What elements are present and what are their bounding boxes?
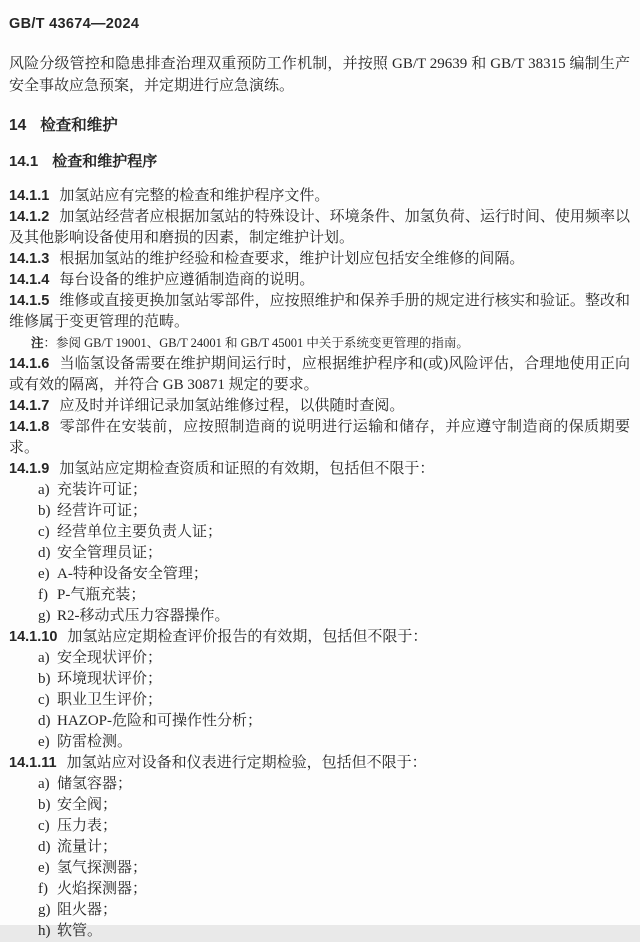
list-item-text: 经营许可证； [57,503,148,519]
clause [9,417,630,459]
list-item-text: 储氢容器； [57,776,133,792]
clause-number: 14.1.6 [9,356,50,372]
list-item-text: A-特种设备安全管理； [57,566,208,582]
list-item [9,837,630,858]
list-marker: c) [38,692,50,708]
list-item-text: 火焰探测器； [57,881,148,897]
list-marker: d) [38,839,51,855]
clause-list [9,186,630,942]
clause-number: 14.1.7 [9,398,50,414]
list-marker: b) [38,797,51,813]
list-marker: c) [38,524,50,540]
list-item [9,648,630,669]
note-text: ：参阅 GB/T 19001、GB/T 24001 和 GB/T 45001 中关于系统变更管理的指南。 [43,336,469,350]
list-item-text: 充装许可证； [57,482,148,498]
list-item [9,501,630,522]
equipment-list [9,774,630,942]
clause-text: 零部件在安装前，应按照制造商的说明进行运输和储存，并应遵守制造商的保质期要求。 [9,419,630,456]
clause-number: 14.1.5 [9,293,50,309]
list-item-text: HAZOP-危险和可操作性分析； [57,713,262,729]
clause-text: 加氢站应定期检查资质和证照的有效期，包括但不限于： [59,461,435,477]
list-marker: f) [38,587,48,603]
list-item [9,921,630,942]
list-item [9,900,630,921]
list-marker: a) [38,650,50,666]
clause-text: 加氢站应定期检查评价报告的有效期，包括但不限于： [67,629,428,645]
clause-number: 14.1.9 [9,461,50,477]
clause [9,753,630,774]
list-marker: e) [38,734,50,750]
list-marker: g) [38,902,51,918]
list-item [9,543,630,564]
clause [9,354,630,396]
chapter-number: 14 [9,117,27,134]
list-marker: h) [38,923,51,939]
list-marker: g) [38,608,51,624]
list-item-text: 软管。 [57,923,103,939]
list-item-text: 防雷检测。 [57,734,133,750]
clause [9,396,630,417]
list-item-text: 安全现状评价； [57,650,163,666]
clause-text: 当临氢设备需要在维护期间运行时，应根据维护程序和(或)风险评估，合理地使用正向或有效的隔离，并符合 GB 30871 规定的要求。 [9,356,630,393]
list-item-text: R2-移动式压力容器操作。 [57,608,230,624]
list-item [9,522,630,543]
list-marker: a) [38,482,50,498]
section-number: 14.1 [9,153,39,170]
section-heading [9,152,630,172]
list-marker: e) [38,860,50,876]
standard-number: GB/T 43674—2024 [9,16,140,32]
intro-paragraph: 风险分级管控和隐患排查治理双重预防工作机制，并按照 GB/T 29639 和 GB/T 38315 编制生产安全事故应急预案，并定期进行应急演练。 [9,56,630,94]
list-item [9,774,630,795]
chapter-title: 检查和维护 [40,117,118,134]
clause-text: 加氢站应有完整的检查和维护程序文件。 [59,188,330,204]
list-item [9,816,630,837]
list-marker: b) [38,671,51,687]
list-marker: f) [38,881,48,897]
note [9,333,630,354]
section-title: 检查和维护程序 [52,153,158,170]
clause-number: 14.1.1 [9,188,50,204]
clause [9,459,630,480]
list-item [9,564,630,585]
clause-text: 维修或直接更换加氢站零部件，应按照维护和保养手册的规定进行核实和验证。整改和维修属于变更管理的范畴。 [9,293,630,330]
list-item-text: 环境现状评价； [57,671,163,687]
list-item-text: 压力表； [57,818,118,834]
list-item-text: 氢气探测器； [57,860,148,876]
certificate-list [9,480,630,627]
list-item [9,480,630,501]
list-item [9,606,630,627]
clause-number: 14.1.3 [9,251,50,267]
list-item-text: 经营单位主要负责人证； [57,524,223,540]
clause [9,291,630,333]
list-item [9,879,630,900]
clause [9,186,630,207]
list-item-text: 安全阀； [57,797,118,813]
list-marker: c) [38,818,50,834]
clause-text: 根据加氢站的维护经验和检查要求，维护计划应包括安全维修的间隔。 [59,251,525,267]
list-item [9,732,630,753]
clause-number: 14.1.10 [9,629,58,645]
clause [9,627,630,648]
clause [9,249,630,270]
list-item [9,585,630,606]
list-marker: b) [38,503,51,519]
clause [9,270,630,291]
list-marker: d) [38,713,51,729]
list-item-text: P-气瓶充装； [57,587,146,603]
list-item-text: 安全管理员证； [57,545,163,561]
evaluation-list [9,648,630,753]
list-item [9,858,630,879]
clause [9,207,630,249]
list-item [9,711,630,732]
list-item-text: 职业卫生评价； [57,692,163,708]
clause-number: 14.1.2 [9,209,50,225]
clause-text: 加氢站应对设备和仪表进行定期检验，包括但不限于： [66,755,427,771]
clause-text: 每台设备的维护应遵循制造商的说明。 [59,272,315,288]
clause-number: 14.1.11 [9,755,57,771]
chapter-heading [9,116,630,136]
clause-number: 14.1.8 [9,419,50,435]
clause-text: 加氢站经营者应根据加氢站的特殊设计、环境条件、加氢负荷、运行时间、使用频率以及其他影响设备使用和磨损的因素，制定维护计划。 [9,209,630,246]
list-item [9,795,630,816]
list-marker: a) [38,776,50,792]
list-marker: d) [38,545,51,561]
list-item [9,669,630,690]
list-item-text: 流量计； [57,839,118,855]
note-label: 注 [31,336,44,350]
clause-text: 应及时并详细记录加氢站维修过程，以供随时查阅。 [59,398,405,414]
list-marker: e) [38,566,50,582]
list-item-text: 阻火器； [57,902,118,918]
clause-number: 14.1.4 [9,272,50,288]
list-item [9,690,630,711]
